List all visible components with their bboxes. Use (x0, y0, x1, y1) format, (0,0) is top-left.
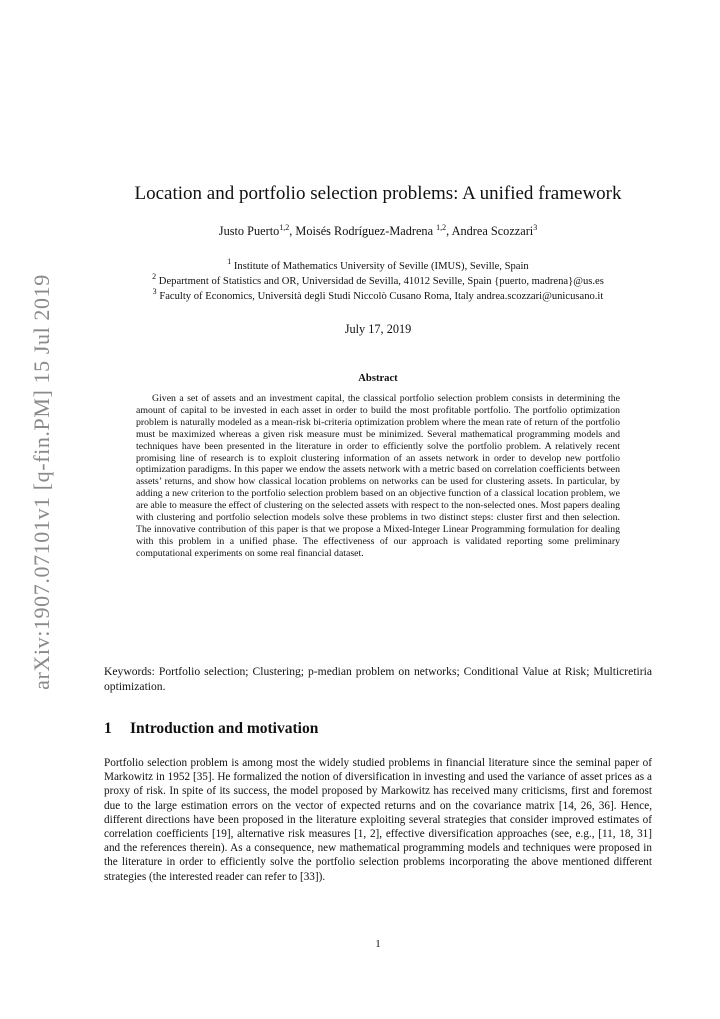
section-number: 1 (104, 720, 112, 737)
section-body-text: Portfolio selection problem is among most the widely studied problems in financial literature since the seminal paper of Markowitz in 1952 [35]. He formalized the notion of diversification in investing and used the variance of asset prices as a proxy of risk. In spite of its success, the model proposed by Markowitz has received many criticisms, first and foremost due to the large estimation errors on the vector of expected returns and on the covariance matrix [14, 26, 36]. Hence, different directions have been proposed in the literature exploiting several strategies that consider improved estimates of correlation coefficients [19], alternative risk measures [1, 2], effective diversification approaches (see, e.g., [11, 18, 31] and the references therein). As a consequence, new mathematical programming models and techniques were proposed in the literature in order to efficiently solve the portfolio selection problems incorporating the above mentioned different strategies (the interested reader can refer to [33]). (104, 757, 652, 883)
abstract-text: Given a set of assets and an investment capital, the classical portfolio selection problem consists in determining the amount of capital to be invested in each asset in order to build the most profitable portfolio. The portfolio optimization problem is naturally modeled as a mean-risk bi-criteria optimization problem where the mean rate of return of the portfolio must be maximized whereas a given risk measure must be minimized. Several mathematical programming models and techniques have been presented in the literature in order to efficiently solve the portfolio problem. A relatively recent promising line of research is to exploit clustering information of an assets network in order to develop new portfolio optimization paradigms. In this paper we endow the assets network with a metric based on correlation coefficients between assets’ returns, and show how classical location problems on networks can be used for clustering assets. In particular, by adding a new criterion to the portfolio selection problem based on an objective function of a classical location problem, we are able to measure the effect of clustering on the selected assets with respect to the non-selected ones. Most papers dealing with clustering and portfolio selection models solve these problems in two distinct steps: cluster first and then selection. The innovative contribution of this paper is that we propose a Mixed-Integer Linear Programming formulation for dealing with this problem in a unified phase. The effectiveness of our approach is validated reporting some preliminary computational experiments on some real financial dataset. (136, 393, 620, 559)
keywords-label: Keywords: (104, 665, 155, 678)
author-name: Justo Puerto (218, 224, 280, 238)
paper-date: July 17, 2019 (344, 322, 412, 336)
affiliation-mark: 3 (152, 287, 157, 296)
affiliation-item (104, 289, 652, 304)
affiliation-text: Institute of Mathematics University of Seville (IMUS), Seville, Spain (233, 261, 529, 272)
arxiv-identifier-stamp: arXiv:1907.07101v1 [q-fin.PM] 15 Jul 2019 (29, 274, 54, 690)
affiliation-text: Department of Statistics and OR, Universidad de Sevilla, 41012 Seville, Spain {puerto, madrena}@us.es (158, 276, 604, 287)
section-title: Introduction and motivation (130, 720, 319, 737)
keywords-text: Portfolio selection; Clustering; p-median problem on networks; Conditional Value at Risk; Multicretiria optimization. (104, 665, 652, 693)
author-affiliation-mark: 1,2 (436, 223, 447, 232)
author-name: Andrea Scozzari (451, 224, 534, 238)
author-affiliation-mark: 1,2 (279, 223, 290, 232)
affiliation-item (104, 259, 652, 274)
affiliation-item (104, 274, 652, 289)
affiliation-list (104, 259, 652, 304)
author-affiliation-mark: 3 (533, 223, 538, 232)
author-name: Moisés Rodríguez-Madrena (295, 224, 437, 238)
section-heading (104, 719, 652, 739)
abstract-heading: Abstract (358, 373, 398, 384)
affiliation-mark: 1 (227, 257, 232, 266)
page-number: 1 (375, 938, 381, 950)
paper-title: Location and portfolio selection problems: A unified framework (134, 183, 622, 204)
affiliation-text: Faculty of Economics, Università degli Studi Niccolò Cusano Roma, Italy andrea.scozzari@unicusano.it (159, 291, 604, 302)
keywords-paragraph (104, 664, 652, 694)
author-line: Justo Puerto$^{1,2}$, Moisés Rodríguez-Madrena $^{1,2}$, Andrea Scozzari$^3$ (218, 223, 538, 238)
affiliation-mark: 2 (152, 272, 157, 281)
